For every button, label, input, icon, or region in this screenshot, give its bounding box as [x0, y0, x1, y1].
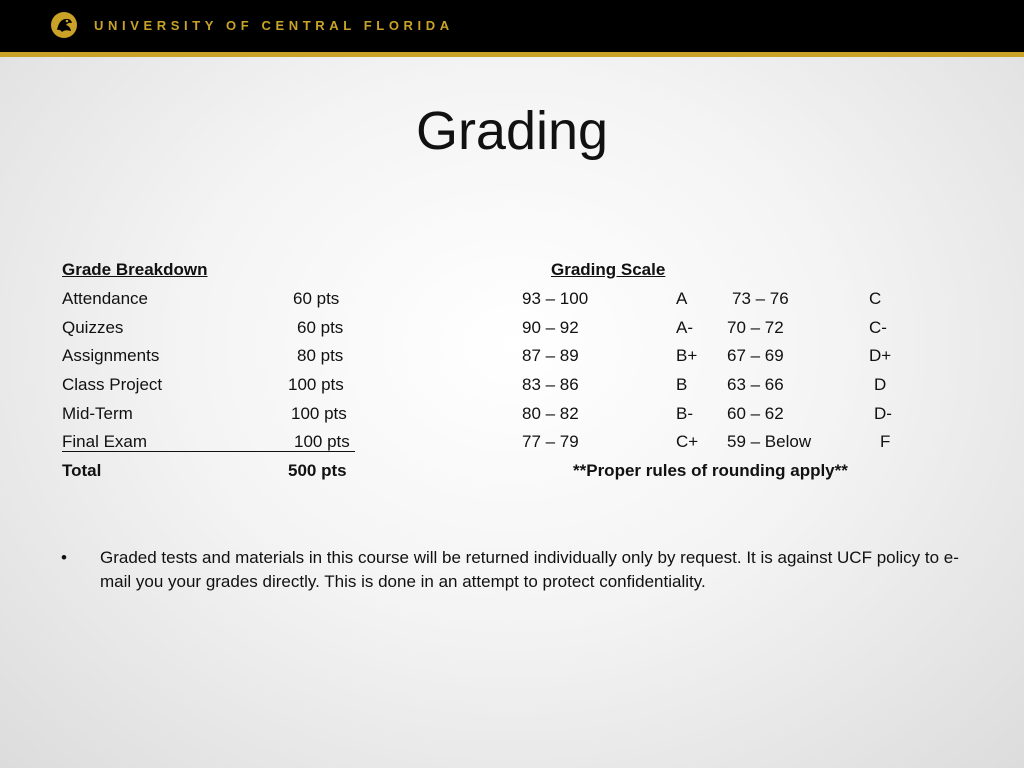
scale-range: 63 – 66 [727, 375, 784, 394]
scale-grade: D [874, 375, 887, 394]
scale-grade: B- [676, 404, 693, 423]
breakdown-points: 60 pts [297, 318, 344, 337]
scale-grade: F [880, 432, 891, 451]
total-points: 500 pts [288, 461, 347, 480]
breakdown-points: 100 pts [294, 432, 350, 451]
header-bar [0, 0, 1024, 57]
breakdown-label: Mid-Term [62, 404, 133, 423]
breakdown-label: Assignments [62, 346, 160, 365]
breakdown-points: 80 pts [297, 346, 344, 365]
scale-range: 70 – 72 [727, 318, 784, 337]
scale-range: 59 – Below [727, 432, 812, 451]
university-name: UNIVERSITY OF CENTRAL FLORIDA [94, 18, 454, 33]
rounding-note: **Proper rules of rounding apply** [573, 461, 848, 480]
scale-range: 67 – 69 [727, 346, 784, 365]
bullet-text: Graded tests and materials in this course will be returned individually only by request. It is against UCF policy to e-mail you your grades directly. This is done in an attempt to protect confidentiality. [100, 548, 959, 591]
breakdown-label: Final Exam [62, 432, 148, 451]
breakdown-points: 100 pts [288, 375, 344, 394]
scale-grade: B+ [676, 346, 698, 365]
grading-scale-heading: Grading Scale [551, 260, 666, 279]
slide-title: Grading [415, 101, 609, 161]
scale-range: 87 – 89 [522, 346, 579, 365]
scale-grade: D+ [869, 346, 892, 365]
final-exam-underline [62, 451, 355, 452]
scale-range: 60 – 62 [727, 404, 784, 423]
bullet-icon: • [61, 548, 67, 567]
scale-range: 73 – 76 [732, 289, 789, 308]
breakdown-label: Quizzes [62, 318, 124, 337]
scale-grade: A- [676, 318, 693, 337]
scale-range: 93 – 100 [522, 289, 589, 308]
breakdown-label: Class Project [62, 375, 163, 394]
breakdown-label: Attendance [62, 289, 149, 308]
scale-grade: B [676, 375, 688, 394]
ucf-pegasus-logo-icon [49, 10, 79, 40]
scale-grade: C+ [676, 432, 699, 451]
scale-grade: A [676, 289, 688, 308]
scale-range: 77 – 79 [522, 432, 579, 451]
total-label: Total [62, 461, 102, 480]
scale-range: 90 – 92 [522, 318, 579, 337]
scale-grade: D- [874, 404, 892, 423]
scale-range: 80 – 82 [522, 404, 579, 423]
scale-grade: C [869, 289, 882, 308]
grade-breakdown-heading: Grade Breakdown [62, 260, 208, 279]
scale-grade: C- [869, 318, 887, 337]
breakdown-points: 60 pts [293, 289, 340, 308]
scale-range: 83 – 86 [522, 375, 579, 394]
breakdown-points: 100 pts [291, 404, 347, 423]
